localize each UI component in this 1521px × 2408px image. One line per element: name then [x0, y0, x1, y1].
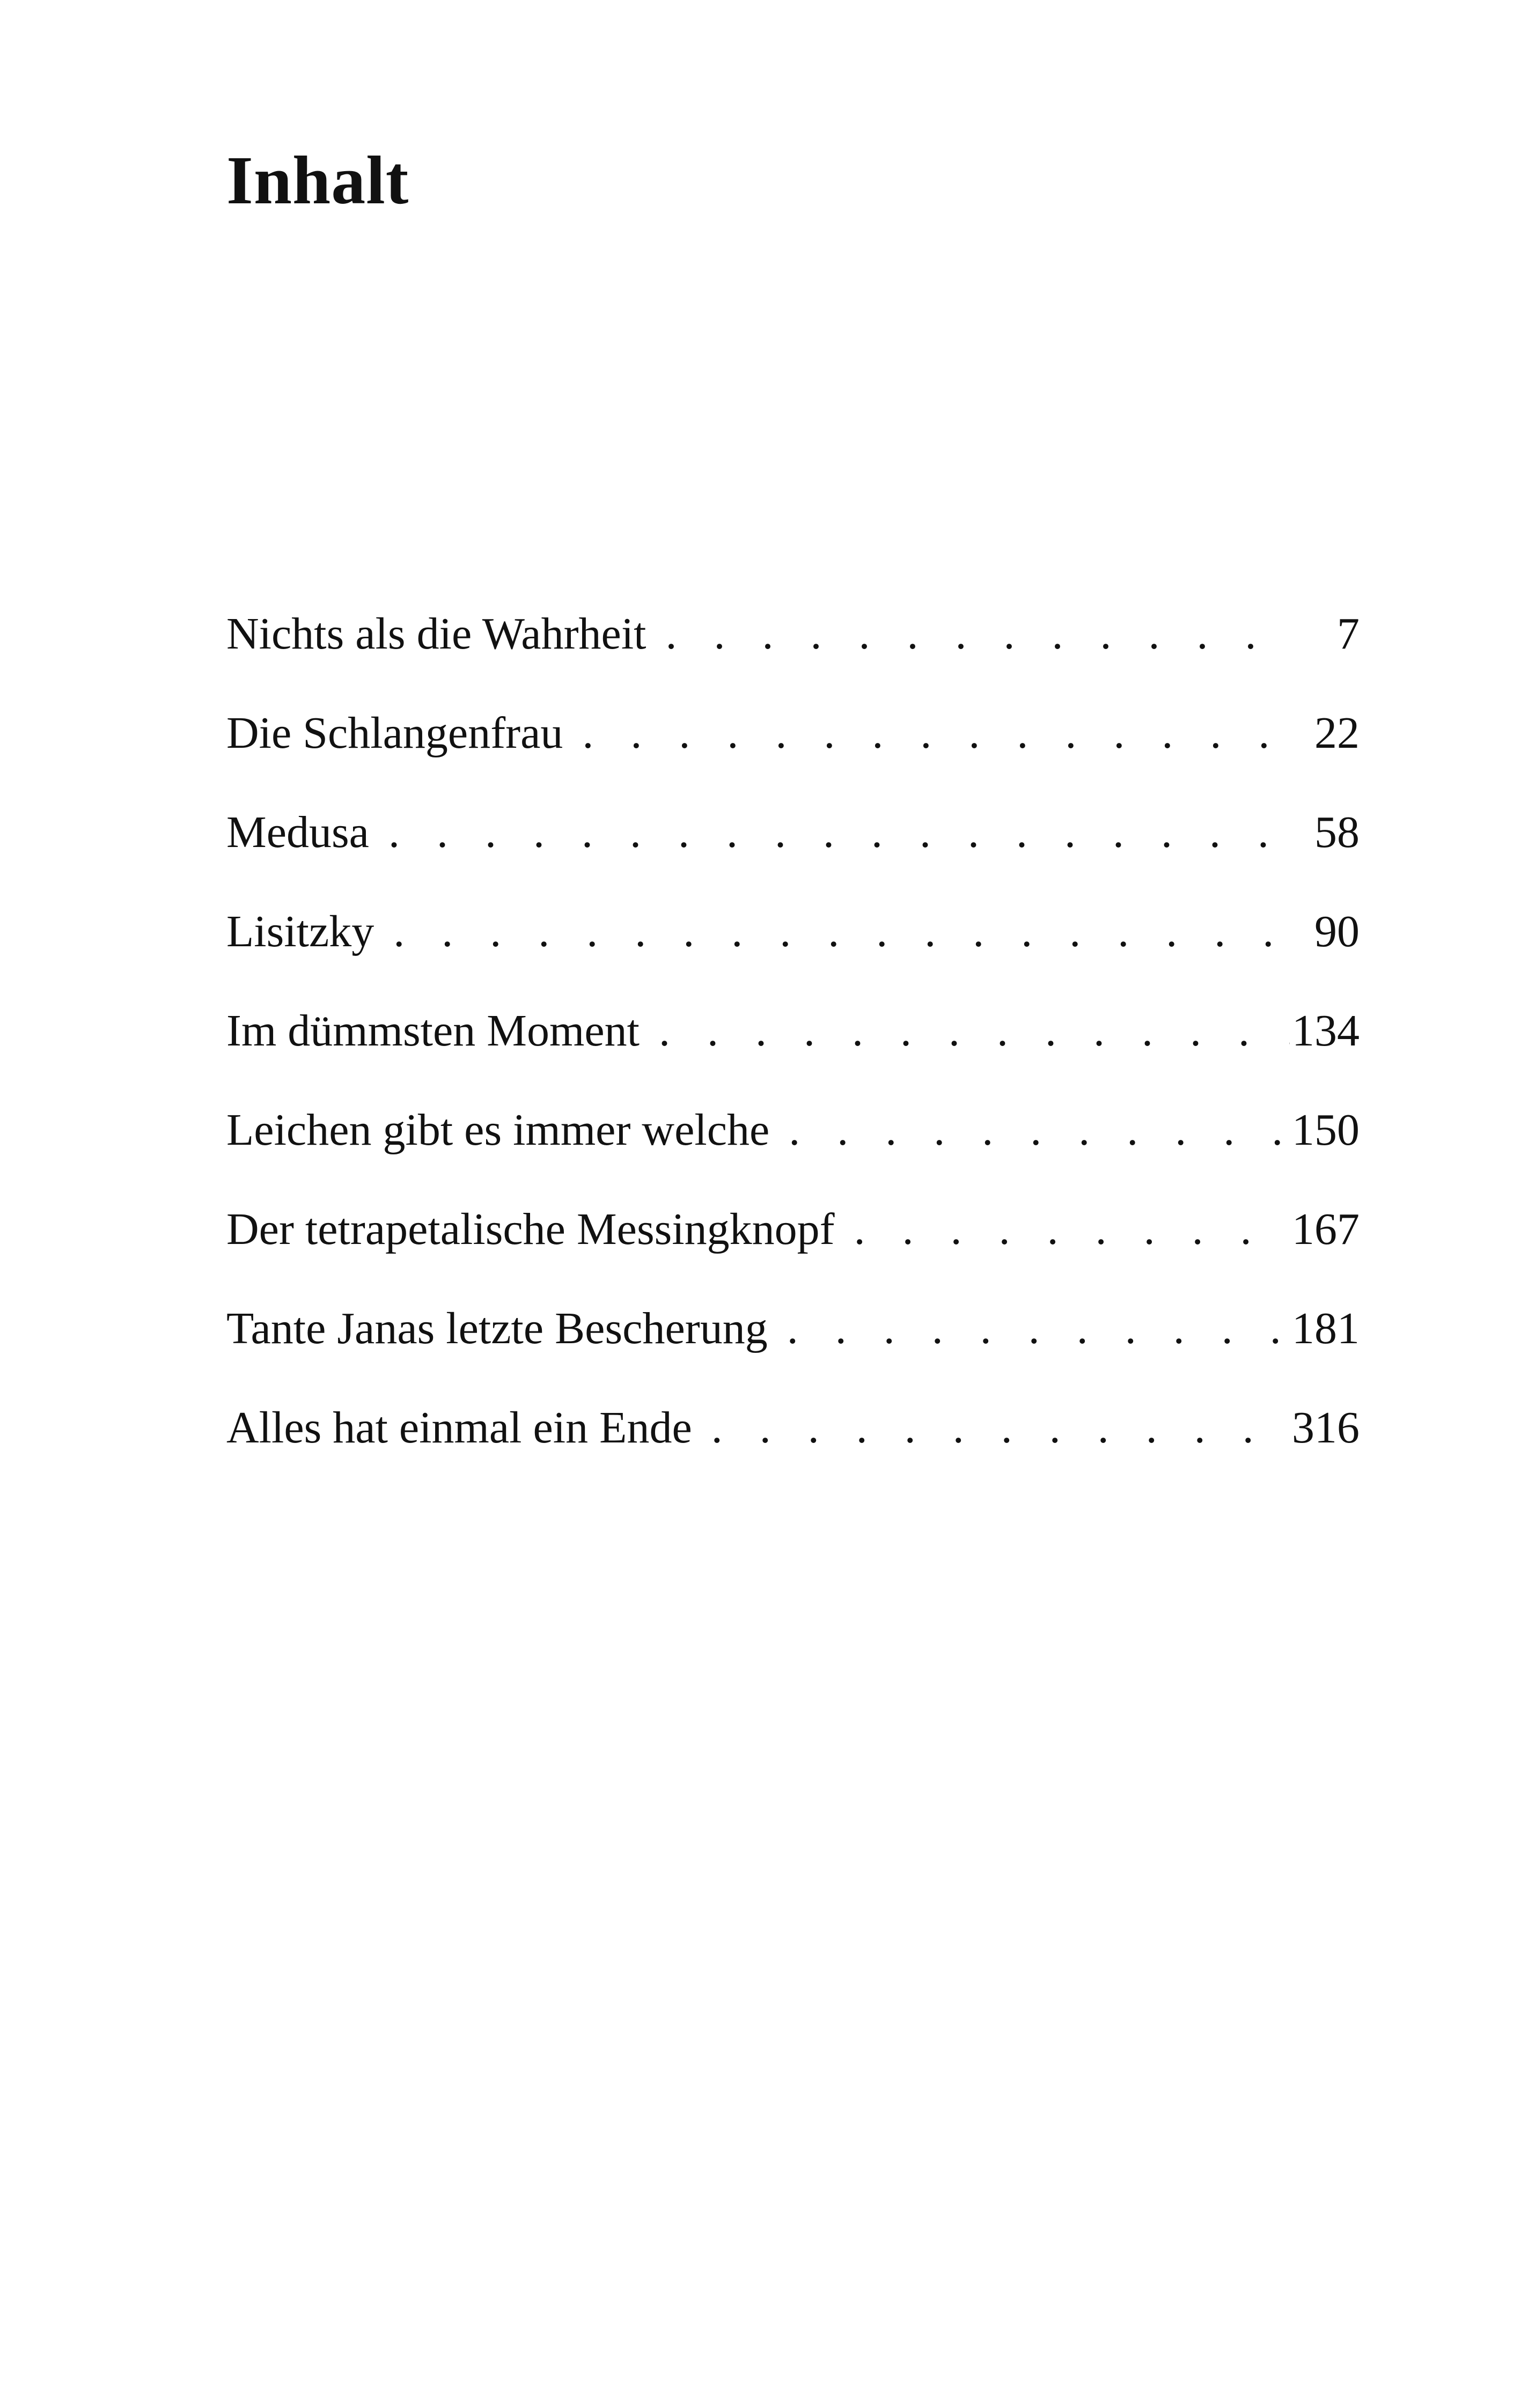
toc-entry-page-number: 22: [1314, 708, 1360, 758]
toc-entry: [226, 1204, 1360, 1306]
toc-dot-leader: [769, 1108, 1290, 1153]
table-of-contents: [226, 609, 1360, 1505]
toc-entry-page-number: 7: [1337, 609, 1360, 659]
toc-dot-leader: [835, 1207, 1290, 1252]
toc-entry-page-number: 316: [1292, 1403, 1360, 1453]
toc-dot-leader: [768, 1306, 1290, 1351]
toc-entry: [226, 708, 1360, 810]
toc-entry: [226, 909, 1360, 1008]
toc-dot-leader: [369, 810, 1290, 855]
toc-entry-page-number: 134: [1292, 1006, 1360, 1056]
toc-entry-title: Medusa: [226, 807, 369, 857]
toc-entry-page-number: 181: [1292, 1304, 1360, 1353]
toc-dot-leader: [374, 909, 1290, 954]
toc-dot-leader: [646, 612, 1290, 657]
toc-entry-title: Nichts als die Wahrheit: [226, 609, 646, 659]
toc-dot-leader: [640, 1008, 1290, 1054]
toc-entry-page-number: 58: [1314, 807, 1360, 857]
toc-entry-page-number: 167: [1292, 1204, 1360, 1254]
toc-entry-title: Der tetrapetalische Messingknopf: [226, 1204, 835, 1254]
toc-entry-title: Alles hat einmal ein Ende: [226, 1403, 692, 1453]
toc-entry-page-number: 90: [1314, 907, 1360, 956]
toc-entry: [226, 609, 1360, 711]
toc-entry: [226, 1306, 1360, 1405]
toc-entry-title: Im dümmsten Moment: [226, 1006, 640, 1056]
page-title: Inhalt: [226, 142, 409, 218]
toc-entry-title: Lisitzky: [226, 907, 374, 956]
toc-entry-page-number: 150: [1292, 1105, 1360, 1155]
toc-dot-leader: [692, 1405, 1290, 1450]
toc-entry-title: Leichen gibt es immer welche: [226, 1105, 770, 1155]
toc-entry: [226, 1105, 1360, 1207]
toc-entry-title: Die Schlangenfrau: [226, 708, 563, 758]
toc-entry: [226, 1008, 1360, 1108]
toc-entry: [226, 807, 1360, 909]
toc-entry-title: Tante Janas letzte Bescherung: [226, 1304, 768, 1353]
toc-dot-leader: [563, 711, 1290, 756]
toc-entry: [226, 1405, 1360, 1505]
